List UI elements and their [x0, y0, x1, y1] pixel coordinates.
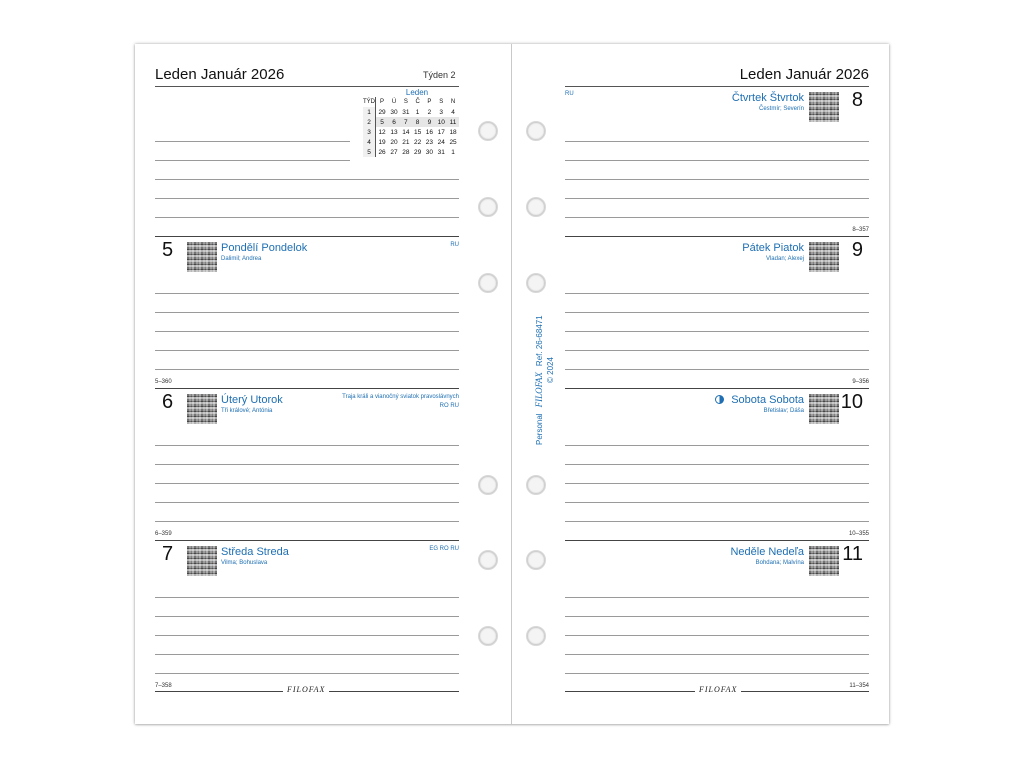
- binder-hole: [478, 475, 498, 495]
- writing-line: [565, 673, 869, 674]
- notes-line: [155, 217, 459, 218]
- spine-copyright: © 2024: [546, 357, 555, 383]
- writing-line: [155, 597, 459, 598]
- qr-code-icon: [809, 394, 839, 424]
- mini-calendar-date: 25: [449, 138, 457, 146]
- mini-calendar-date: 31: [402, 108, 410, 116]
- mini-calendar-date: 28: [402, 148, 410, 156]
- day-name: Čtvrtek Štvrtok: [731, 92, 804, 104]
- spine-brand: FILOFAX: [534, 372, 544, 408]
- qr-code-icon: [809, 242, 839, 272]
- day-count: 10–355: [848, 531, 869, 537]
- name-days: Čestmír; Severín: [758, 106, 804, 112]
- mini-calendar-date: 5: [376, 117, 389, 127]
- day-name: Pátek Piatok: [742, 242, 804, 254]
- mini-calendar-date: 15: [414, 128, 422, 136]
- qr-code-icon: [187, 242, 217, 272]
- writing-line: [155, 673, 459, 674]
- mini-calendar-date: 13: [390, 128, 398, 136]
- writing-line: [155, 312, 459, 313]
- mini-calendar-header: Ú: [391, 99, 397, 105]
- mini-calendar-date: 6: [388, 117, 400, 127]
- day-block: [155, 388, 459, 540]
- day-count: 7–358: [155, 683, 172, 689]
- binder-hole: [478, 273, 498, 293]
- mini-calendar-week-number: 4: [363, 137, 376, 147]
- right-page-title: Leden Január 2026: [739, 66, 869, 83]
- writing-line: [155, 293, 459, 294]
- mini-calendar-date: 27: [390, 148, 398, 156]
- day-name: Úterý Utorok: [221, 394, 283, 406]
- mini-calendar-date: 22: [414, 138, 422, 146]
- name-days: Vilma; Bohuslava: [221, 560, 268, 566]
- day-number: 8: [851, 89, 863, 111]
- binder-hole: [478, 626, 498, 646]
- notes-line: [155, 198, 459, 199]
- name-days: Tři králové; Antónia: [221, 408, 273, 414]
- writing-line: [565, 369, 869, 370]
- writing-line: [565, 179, 869, 180]
- mini-calendar-date: 21: [402, 138, 410, 146]
- binder-hole: [526, 475, 546, 495]
- writing-line: [565, 654, 869, 655]
- mini-calendar-date: 10: [435, 117, 447, 127]
- day-count: 8–357: [852, 227, 869, 233]
- mini-calendar-week-number: 2: [363, 117, 376, 127]
- mini-calendar-date: 8: [412, 117, 424, 127]
- mini-calendar-date: 12: [378, 128, 386, 136]
- mini-calendar-date: 1: [415, 108, 420, 116]
- writing-line: [565, 312, 869, 313]
- mini-calendar-week-number: 5: [363, 147, 376, 157]
- mini-calendar-header: S: [403, 99, 408, 105]
- left-page: [135, 44, 511, 724]
- day-block: [155, 540, 459, 692]
- mini-calendar-date: 2: [427, 108, 432, 116]
- day-number: 10: [840, 391, 863, 413]
- mini-calendar-header: N: [450, 99, 456, 105]
- binder-hole: [526, 197, 546, 217]
- right-page: [512, 44, 889, 724]
- mini-calendar-date: 14: [402, 128, 410, 136]
- writing-line: [565, 502, 869, 503]
- mini-calendar-header: P: [380, 99, 385, 105]
- mini-calendar-date: 16: [425, 128, 434, 136]
- mini-calendar-week: [363, 107, 459, 117]
- name-days: Vladan; Alexej: [765, 256, 804, 262]
- day-separator: [565, 388, 869, 389]
- day-block: [155, 236, 459, 388]
- mini-calendar-date: 3: [439, 108, 444, 116]
- mini-calendar-date: 30: [425, 148, 434, 156]
- qr-code-icon: [809, 546, 839, 576]
- name-days: Břetislav; Dáša: [763, 408, 804, 414]
- day-count: 6–359: [155, 531, 172, 537]
- writing-line: [565, 160, 869, 161]
- day-separator: [155, 540, 459, 541]
- mini-calendar-month: Leden: [405, 88, 429, 97]
- writing-line: [155, 521, 459, 522]
- mini-calendar-date: 17: [437, 128, 445, 136]
- mini-calendar-date: 29: [378, 108, 386, 116]
- mini-calendar-date: 19: [378, 138, 386, 146]
- writing-line: [565, 350, 869, 351]
- mini-calendar-date: 11: [447, 117, 459, 127]
- mini-calendar-header: P: [427, 99, 432, 105]
- day-number: 11: [842, 543, 863, 565]
- mini-calendar-week: [363, 137, 459, 147]
- mini-calendar-week-number: 1: [363, 107, 376, 117]
- mini-calendar-date: 24: [437, 138, 445, 146]
- mini-calendar-week: [363, 127, 459, 137]
- binder-hole: [478, 197, 498, 217]
- day-number: 5: [162, 239, 174, 261]
- mini-calendar-date: 20: [390, 138, 398, 146]
- writing-line: [565, 198, 869, 199]
- day-block: [565, 540, 869, 692]
- binder-hole: [526, 273, 546, 293]
- mini-calendar-week: [363, 147, 459, 157]
- name-days: Dalimil; Andrea: [221, 256, 262, 262]
- day-block: [565, 236, 869, 388]
- binder-hole: [526, 121, 546, 141]
- mini-calendar-date: 9: [424, 117, 436, 127]
- notes-line: [155, 141, 350, 142]
- binder-hole: [526, 626, 546, 646]
- writing-line: [565, 141, 869, 142]
- week-label: Týden 2: [423, 70, 456, 80]
- writing-line: [155, 616, 459, 617]
- mini-calendar-date: 23: [425, 138, 434, 146]
- day-name: Pondělí Pondelok: [221, 242, 308, 254]
- writing-line: [155, 654, 459, 655]
- holiday-note: [429, 545, 459, 554]
- day-separator: [565, 236, 869, 237]
- day-name: Neděle Nedeľa: [730, 546, 804, 558]
- spine-ref: Ref. 26-68471: [535, 315, 544, 367]
- day-name: Sobota Sobota: [731, 394, 804, 406]
- writing-line: [565, 483, 869, 484]
- holiday-countries: RU: [565, 91, 574, 97]
- writing-line: [155, 483, 459, 484]
- holiday-note: [450, 241, 459, 250]
- mini-calendar-date: 4: [451, 108, 455, 116]
- holiday-note: [342, 393, 459, 411]
- qr-code-icon: [809, 92, 839, 122]
- writing-line: [155, 502, 459, 503]
- writing-line: [565, 217, 869, 218]
- qr-code-icon: [187, 394, 217, 424]
- holiday-countries: RO RU: [439, 403, 459, 409]
- writing-line: [565, 635, 869, 636]
- binder-hole: [526, 550, 546, 570]
- writing-line: [565, 464, 869, 465]
- writing-line: [155, 445, 459, 446]
- day-block: [565, 388, 869, 540]
- writing-line: [155, 350, 459, 351]
- writing-line: [155, 635, 459, 636]
- day-separator: [565, 540, 869, 541]
- mini-calendar-header: Č: [415, 99, 420, 105]
- mini-calendar-date: 18: [449, 128, 457, 136]
- spine-personal: Personal: [535, 413, 544, 445]
- moon-phase-icon: [715, 395, 724, 404]
- mini-calendar-date: 1: [451, 148, 455, 156]
- mini-calendar: [363, 88, 459, 157]
- left-page-title: Leden Január 2026: [155, 66, 285, 83]
- right-brand-logo: FILOFAX: [695, 685, 741, 694]
- notes-line: [155, 160, 350, 161]
- holiday-text: Traja králi a vianočný sviatok pravoslávnych: [342, 394, 459, 400]
- mini-calendar-date: 26: [378, 148, 386, 156]
- holiday-text: RU: [450, 242, 459, 248]
- binder-hole: [478, 121, 498, 141]
- writing-line: [565, 616, 869, 617]
- qr-code-icon: [187, 546, 217, 576]
- day-number: 6: [162, 391, 174, 413]
- left-brand-logo: FILOFAX: [283, 685, 329, 694]
- mini-calendar-header: S: [439, 99, 444, 105]
- name-days: Bohdana; Malvína: [755, 560, 804, 566]
- writing-line: [155, 369, 459, 370]
- day-block: [565, 86, 869, 236]
- writing-line: [565, 521, 869, 522]
- mini-calendar-week-number: 3: [363, 127, 376, 137]
- mini-calendar-grid: [363, 97, 459, 157]
- writing-line: [565, 445, 869, 446]
- holiday-text: EG RO RU: [429, 546, 459, 552]
- notes-line: [155, 179, 459, 180]
- mini-calendar-date: 29: [414, 148, 422, 156]
- left-top-rule: [155, 86, 459, 87]
- day-separator: [155, 236, 459, 237]
- day-separator: [155, 388, 459, 389]
- writing-line: [565, 331, 869, 332]
- mini-calendar-header: TÝD: [363, 99, 375, 105]
- spine-text: [534, 315, 555, 445]
- day-count: 5–360: [155, 379, 172, 385]
- day-count: 9–356: [852, 379, 869, 385]
- day-number: 9: [851, 239, 863, 261]
- writing-line: [155, 331, 459, 332]
- mini-calendar-date: 31: [437, 148, 445, 156]
- mini-calendar-week: [363, 117, 459, 127]
- writing-line: [565, 293, 869, 294]
- day-name: Středa Streda: [221, 546, 289, 558]
- binder-hole: [478, 550, 498, 570]
- writing-line: [565, 597, 869, 598]
- mini-calendar-date: 7: [400, 117, 412, 127]
- mini-calendar-date: 30: [390, 108, 398, 116]
- writing-line: [155, 464, 459, 465]
- day-count: 11–354: [849, 683, 869, 689]
- day-number: 7: [162, 543, 174, 565]
